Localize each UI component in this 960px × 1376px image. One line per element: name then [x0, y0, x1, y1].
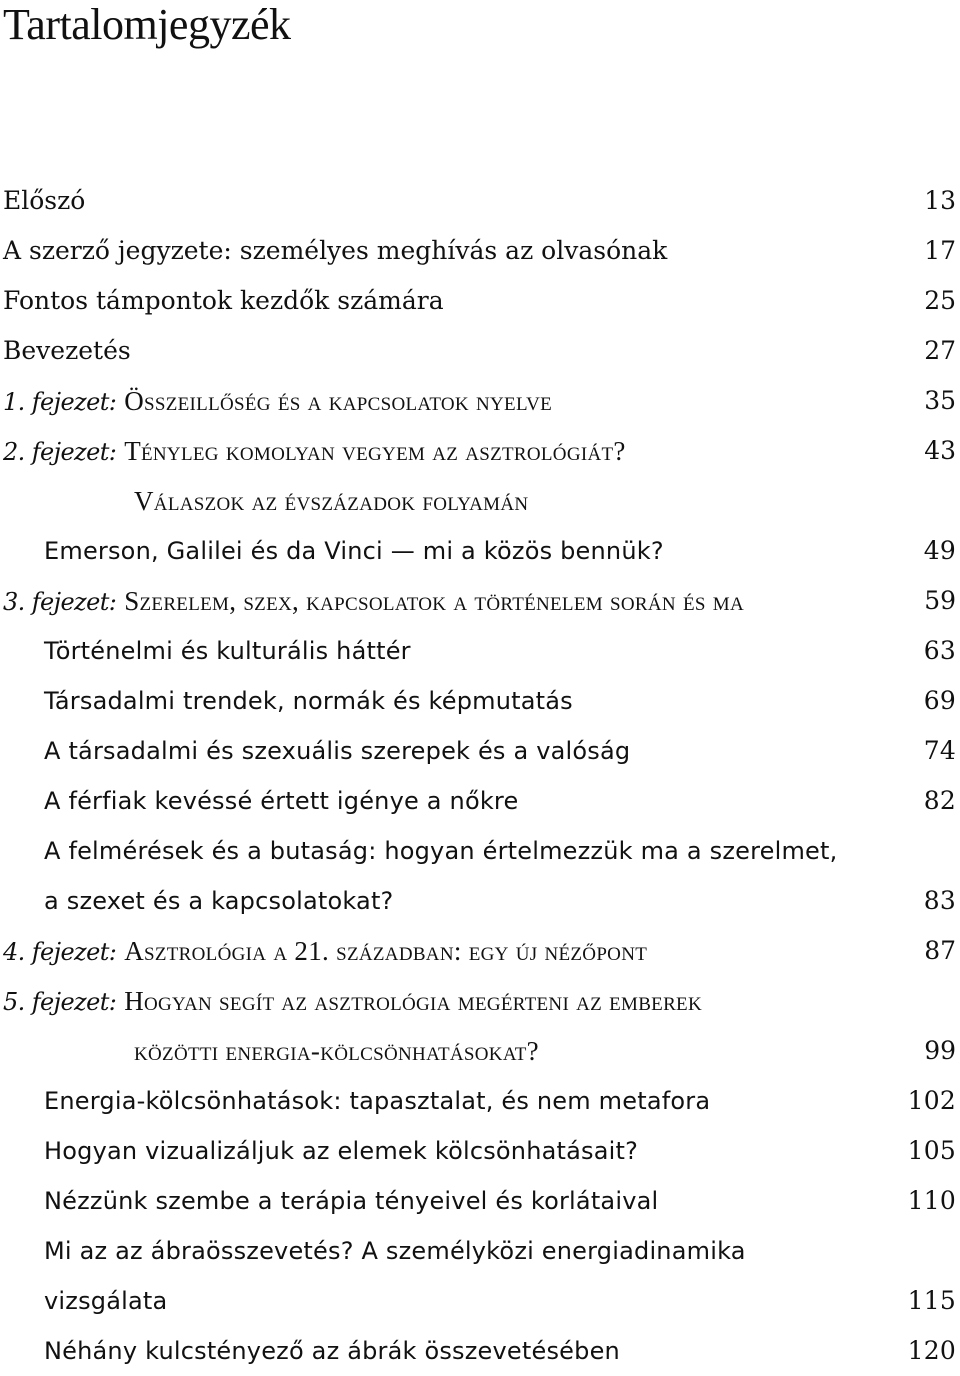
- chapter-title: Szerelem, szex, kapcsolatok a történelem során és ma: [124, 586, 744, 616]
- toc-entry-title: Energia-kölcsönhatások: tapasztalat, és nem metafora: [44, 1087, 711, 1115]
- toc-page-number: 69: [923, 686, 956, 715]
- chapter-prefix: 4. fejezet:: [3, 938, 117, 966]
- chapter-title: Összeillőség és a kapcsolatok nyelve: [124, 386, 553, 416]
- page-title: Tartalomjegyzék: [3, 0, 291, 49]
- toc-entry-title: Emerson, Galilei és da Vinci — mi a közös bennük?: [44, 537, 664, 565]
- toc-entry-surveys-continued[interactable]: [0, 876, 960, 926]
- toc-entry-title: [3, 376, 552, 427]
- toc-page-number: 83: [923, 886, 956, 915]
- toc-entry-introduction[interactable]: [0, 326, 960, 376]
- toc-page-number: 102: [907, 1086, 956, 1115]
- toc-chapter-4[interactable]: [0, 926, 960, 976]
- toc-entry-title: [3, 426, 626, 477]
- toc-entry-title: Nézzünk szembe a terápia tényeivel és korlátaival: [44, 1187, 659, 1215]
- toc-page-number: 49: [923, 536, 956, 565]
- toc-entry-men-need[interactable]: [0, 776, 960, 826]
- toc-entry-title: [134, 1026, 539, 1077]
- toc-entry-title: a szexet és a kapcsolatokat?: [44, 887, 394, 915]
- toc-page-number: 27: [924, 336, 956, 365]
- toc-entry-title: vizsgálata: [44, 1287, 168, 1315]
- toc-entry-title: A férfiak kevéssé értett igénye a nőkre: [44, 787, 519, 815]
- toc-entry-synastry[interactable]: [0, 1226, 960, 1276]
- toc-entry-title: Fontos támpontok kezdők számára: [3, 286, 444, 315]
- toc-page-number: 115: [907, 1286, 956, 1315]
- toc-page-number: 120: [907, 1336, 956, 1365]
- toc-entry-visualize[interactable]: [0, 1126, 960, 1176]
- chapter-title: Tényleg komolyan vegyem az asztrológiát?: [124, 436, 626, 466]
- toc-entry-beginners[interactable]: [0, 276, 960, 326]
- toc-page-number: 63: [923, 636, 956, 665]
- chapter-prefix: 3. fejezet:: [3, 588, 117, 616]
- chapter-title: Asztrológia a 21. században: egy új nézőpont: [124, 936, 648, 966]
- toc-entry-title: Előszó: [3, 186, 86, 215]
- toc-entry-author-note[interactable]: [0, 226, 960, 276]
- toc-page-number: 110: [907, 1186, 956, 1215]
- toc-page-number: 13: [924, 186, 956, 215]
- toc-entry-title: Történelmi és kulturális háttér: [44, 637, 411, 665]
- toc-entry-emerson[interactable]: [0, 526, 960, 576]
- toc-entry-key-factors[interactable]: [0, 1326, 960, 1376]
- toc-chapter-5-continued[interactable]: [0, 1026, 960, 1076]
- toc-page-number: 82: [923, 786, 956, 815]
- toc-chapter-2[interactable]: [0, 426, 960, 476]
- toc-chapter-3[interactable]: [0, 576, 960, 626]
- toc-entry-title: [3, 576, 744, 627]
- toc-entry-title: Mi az az ábraösszevetés? A személyközi energiadinamika: [44, 1237, 746, 1265]
- toc-page-number: 99: [924, 1036, 956, 1065]
- chapter-prefix: 2. fejezet:: [3, 438, 117, 466]
- toc-chapter-5[interactable]: [0, 976, 960, 1026]
- chapter-prefix: 1. fejezet:: [3, 388, 117, 416]
- toc-entry-title: A felmérések és a butaság: hogyan értelmezzük ma a szerelmet,: [44, 837, 838, 865]
- toc-entry-synastry-continued[interactable]: [0, 1276, 960, 1326]
- toc-entry-eloszo[interactable]: [0, 176, 960, 226]
- toc-page-number: 17: [924, 236, 956, 265]
- toc-entry-title: Néhány kulcstényező az ábrák összevetésében: [44, 1337, 620, 1365]
- toc-chapter-2-continued[interactable]: [0, 476, 960, 526]
- chapter-title: Hogyan segít az asztrológia megérteni az emberek: [124, 986, 702, 1016]
- toc-chapter-1[interactable]: [0, 376, 960, 426]
- toc-page-number: 59: [924, 586, 956, 615]
- toc-entry-energy[interactable]: [0, 1076, 960, 1126]
- toc-page-number: 43: [924, 436, 956, 465]
- toc-entry-therapy[interactable]: [0, 1176, 960, 1226]
- chapter-prefix: 5. fejezet:: [3, 988, 117, 1016]
- toc-page-number: 74: [923, 736, 956, 765]
- toc-entry-title: Bevezetés: [3, 336, 131, 365]
- chapter-title: Válaszok az évszázadok folyamán: [134, 486, 529, 516]
- table-of-contents: [0, 176, 960, 1376]
- toc-entry-roles[interactable]: [0, 726, 960, 776]
- toc-page-number: 35: [924, 386, 956, 415]
- toc-entry-title: Társadalmi trendek, normák és képmutatás: [44, 687, 573, 715]
- toc-page-number: 105: [907, 1136, 956, 1165]
- toc-page-number: 87: [924, 936, 956, 965]
- toc-entry-title: [3, 926, 647, 977]
- toc-entry-title: A szerző jegyzete: személyes meghívás az olvasónak: [3, 236, 668, 265]
- toc-entry-title: Hogyan vizualizáljuk az elemek kölcsönhatásait?: [44, 1137, 639, 1165]
- toc-entry-historical[interactable]: [0, 626, 960, 676]
- toc-entry-surveys[interactable]: [0, 826, 960, 876]
- toc-entry-title: [134, 476, 528, 527]
- toc-entry-title: [3, 976, 702, 1027]
- toc-entry-social-trends[interactable]: [0, 676, 960, 726]
- chapter-title: közötti energia-kölcsönhatásokat?: [134, 1036, 539, 1066]
- toc-entry-title: A társadalmi és szexuális szerepek és a valóság: [44, 737, 631, 765]
- toc-page-number: 25: [924, 286, 956, 315]
